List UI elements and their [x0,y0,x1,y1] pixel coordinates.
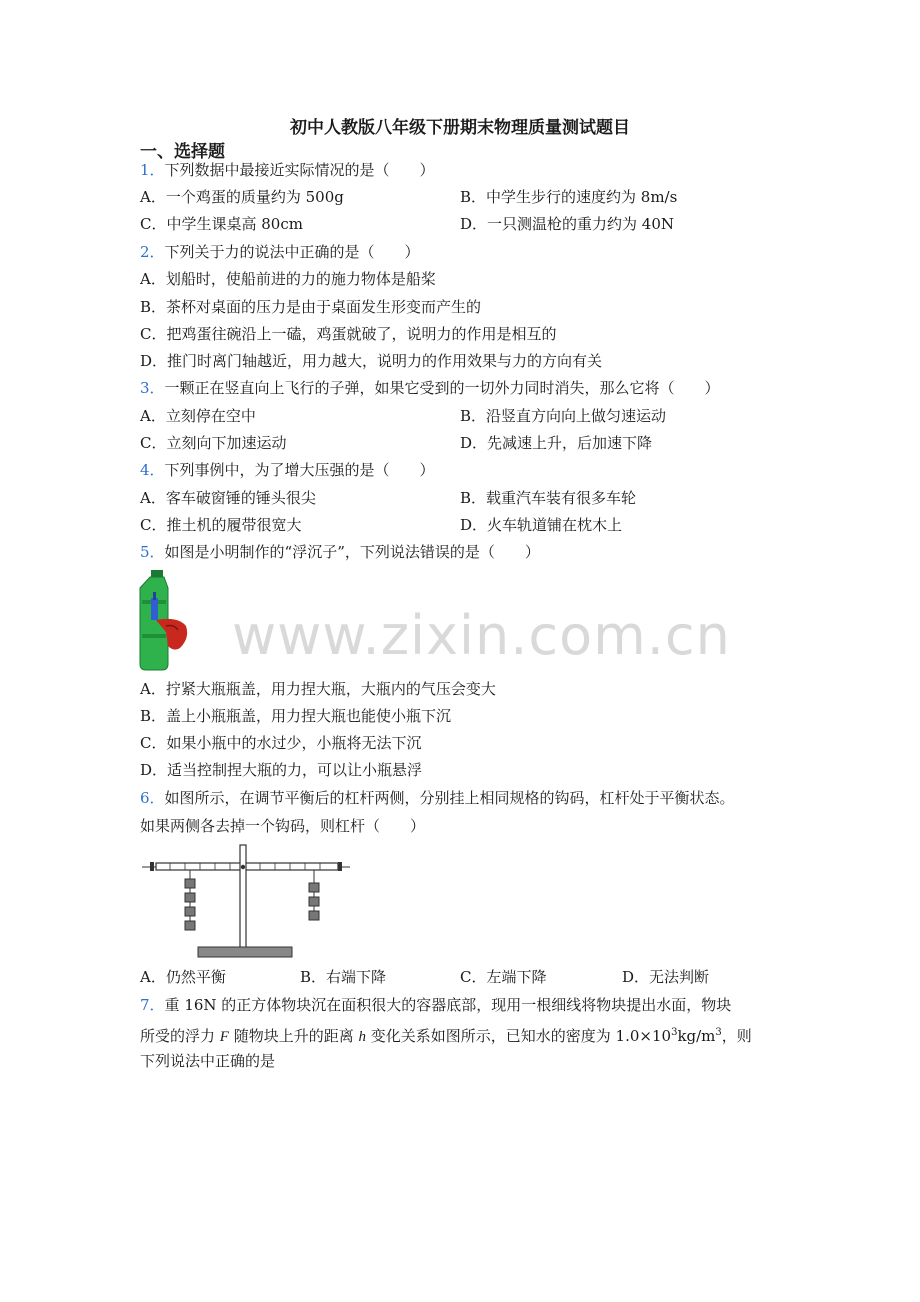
option-1d: D．一只测温枪的重力约为 40N [460,215,675,233]
option-2b: B．茶杯对桌面的压力是由于桌面发生形变而产生的 [140,298,482,316]
option-1c: C．中学生课桌高 80cm [140,215,303,233]
question-number: 2． [140,243,165,261]
question-1 [140,160,435,180]
symbol-h: h [358,1029,366,1045]
option-6c: C．左端下降 [460,968,547,986]
right-weights [309,883,319,920]
lever-balance-figure [142,843,350,961]
question-stem: 如图是小明制作的“浮沉子”，下列说法错误的是（ ） [164,543,540,561]
question-5 [140,542,540,562]
option-3a: A．立刻停在空中 [140,407,256,425]
option-4b: B．载重汽车装有很多车轮 [460,489,637,507]
option-3d: D．先减速上升，后加速下降 [460,434,653,452]
option-6d: D．无法判断 [622,968,710,986]
question-number: 6． [140,789,165,807]
option-2c: C．把鸡蛋往碗沿上一磕，鸡蛋就破了，说明力的作用是相互的 [140,325,557,343]
option-6b: B．右端下降 [300,968,387,986]
question-3 [140,378,720,398]
option-5d: D．适当控制捏大瓶的力，可以让小瓶悬浮 [140,761,423,779]
question-number: 5． [140,543,165,561]
question-2 [140,242,420,262]
option-6a: A．仍然平衡 [140,968,226,986]
cartesian-diver-figure [138,570,194,672]
question-stem: 下列数据中最接近实际情况的是（ ） [164,161,435,179]
stand-pole [240,845,246,949]
question-7-stem-line3: 下列说法中正确的是 [140,1052,276,1070]
question-number: 4． [140,461,165,479]
question-number: 3． [140,379,165,397]
fulcrum [241,865,245,869]
question-stem: 如图所示，在调节平衡后的杠杆两侧，分别挂上相同规格的钩码，杠杆处于平衡状态。 [164,789,735,807]
option-2d: D．推门时离门轴越近，用力越大，说明力的作用效果与力的方向有关 [140,352,603,370]
option-1b: B．中学生步行的速度约为 8m/s [460,188,678,206]
question-7-stem-line2: 所受的浮力 F 随物块上升的距离 h 变化关系如图所示，已知水的密度为 $1.0\times 10^3kg/m^3$，则 [140,1027,752,1045]
page-title: 初中人教版八年级下册期末物理质量测试题目 [290,118,630,138]
question-stem: 下列关于力的说法中正确的是（ ） [164,243,420,261]
section-heading: 一、选择题 [140,142,225,162]
option-3b: B．沿竖直方向向上做匀速运动 [460,407,667,425]
option-3c: C．立刻向下加速运动 [140,434,287,452]
stand-base [198,947,292,957]
question-number: 1． [140,161,165,179]
bottle-cap [151,570,163,577]
option-4d: D．火车轨道铺在枕木上 [460,516,623,534]
symbol-F: F [219,1029,229,1045]
option-4c: C．推土机的履带很宽大 [140,516,302,534]
option-2a: A．划船时，使船前进的力的施力物体是船桨 [140,270,436,288]
question-stem: 下列事例中，为了增大压强的是（ ） [164,461,435,479]
question-6-stem-continued: 如果两侧各去掉一个钩码，则杠杆（ ） [140,817,426,835]
small-bottle [151,598,158,620]
lever-bar [156,863,338,870]
watermark: www.zixin.com.cn [232,604,731,667]
question-stem: 一颗正在竖直向上飞行的子弹，如果它受到的一切外力同时消失，那么它将（ ） [164,379,720,397]
question-4 [140,460,435,480]
question-6 [140,788,735,808]
option-1a: A．一个鸡蛋的质量约为 500g [140,188,344,206]
question-number: 7． [140,996,165,1014]
question-7 [140,995,731,1015]
option-5b: B．盖上小瓶瓶盖，用力捏大瓶也能使小瓶下沉 [140,707,452,725]
option-4a: A．客车破窗锤的锤头很尖 [140,489,316,507]
option-5c: C．如果小瓶中的水过少，小瓶将无法下沉 [140,734,422,752]
question-stem: 重 16N 的正方体物块沉在面积很大的容器底部，现用一根细线将物块提出水面，物块 [164,996,732,1014]
option-5a: A．拧紧大瓶瓶盖，用力捏大瓶，大瓶内的气压会变大 [140,680,496,698]
